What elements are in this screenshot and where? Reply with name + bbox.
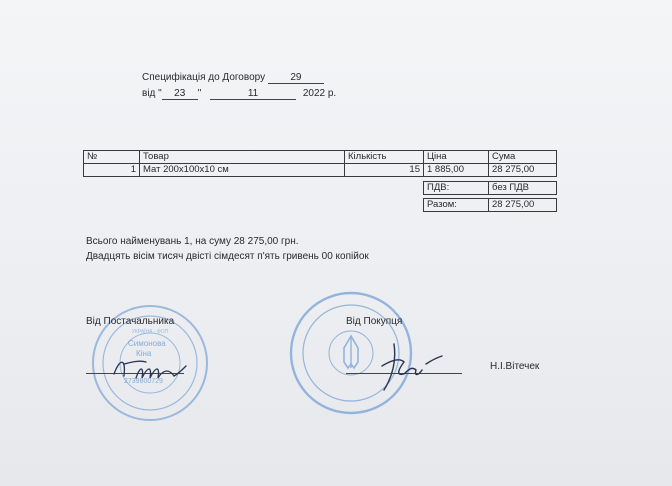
buyer-signature xyxy=(374,340,448,396)
td-number: 1 xyxy=(83,163,140,177)
th-sum: Сума xyxy=(488,150,557,164)
contract-number: 29 xyxy=(268,72,324,84)
th-quantity: Кількість xyxy=(344,150,424,164)
date-month: 11 xyxy=(210,88,296,100)
th-price: Ціна xyxy=(423,150,489,164)
date-prefix: від " xyxy=(142,88,162,99)
spec-date-line xyxy=(142,88,336,100)
buyer-label: Від Покупця xyxy=(346,316,403,327)
th-product: Товар xyxy=(139,150,345,164)
td-sum: 28 275,00 xyxy=(488,163,557,177)
stamp-name-line2: Кіна xyxy=(136,349,152,358)
total-value: 28 275,00 xyxy=(488,198,557,212)
buyer-name: Н.І.Вітечек xyxy=(490,361,540,372)
stamp-name-line1: Симонова xyxy=(128,339,166,348)
td-price: 1 885,00 xyxy=(423,163,489,177)
spec-title-prefix: Специфікація до Договору xyxy=(142,72,266,83)
td-product: Мат 200х100х10 см xyxy=(139,163,345,177)
total-label: Разом: xyxy=(423,198,489,212)
supplier-label: Від Постачальника xyxy=(86,316,175,327)
vat-label: ПДВ: xyxy=(423,181,489,195)
stamp-code: 2739800729 xyxy=(124,378,163,385)
spec-title-line xyxy=(142,72,324,84)
summary-total-line: Всього найменувань 1, на суму 28 275,00 грн. xyxy=(86,236,299,247)
td-quantity: 15 xyxy=(344,163,424,177)
supplier-signature xyxy=(110,352,190,386)
date-year: 2022 р. xyxy=(302,88,337,99)
th-number: № xyxy=(83,150,140,164)
svg-text:УКРАЇНА · ФОП: УКРАЇНА · ФОП xyxy=(131,329,169,335)
date-day: 23 xyxy=(162,88,198,100)
date-quote: " xyxy=(197,88,202,99)
vat-value: без ПДВ xyxy=(488,181,557,195)
summary-words-line: Двадцять вісім тисяч двісті сімдесят п'ять гривень 00 копійок xyxy=(86,251,369,262)
